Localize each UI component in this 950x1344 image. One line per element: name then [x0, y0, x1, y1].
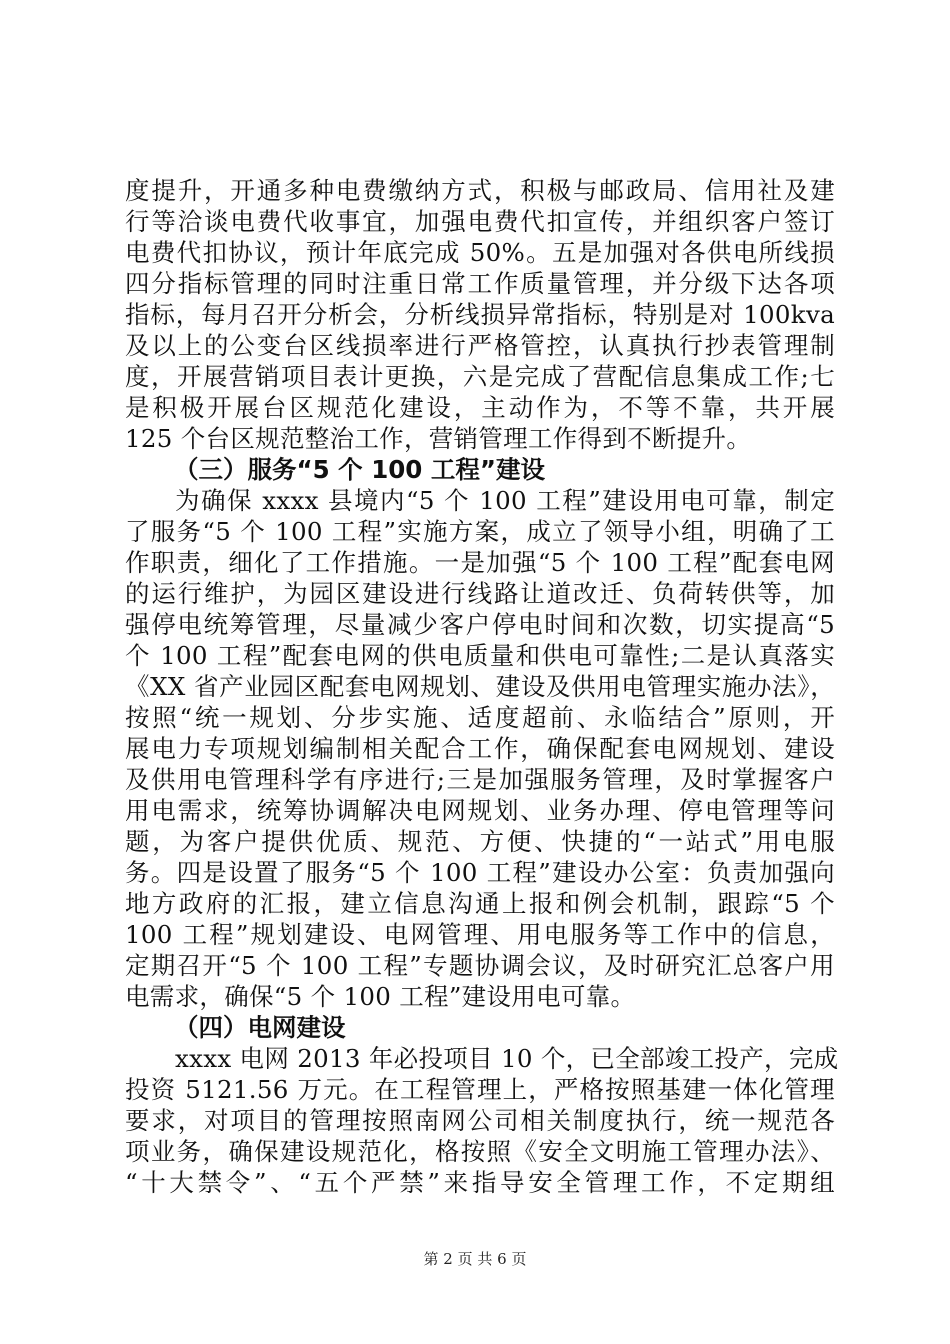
text-line: 项业务，确保建设规范化，格按照《安全文明施工管理办法》、	[125, 1137, 835, 1166]
text-line: 要求，对项目的管理按照南网公司相关制度执行，统一规范各	[125, 1106, 835, 1135]
text-line: 电费代扣协议，预计年底完成 50%。五是加强对各供电所线损	[125, 238, 835, 267]
paragraph-5x100-project	[125, 485, 835, 1012]
text-line: 是积极开展台区规范化建设，主动作为，不等不靠，共开展	[125, 393, 835, 422]
text-line: 指标，每月召开分析会，分析线损异常指标，特别是对 100kva	[125, 300, 835, 329]
text-line: 为确保 xxxx 县境内“5 个 100 工程”建设用电可靠，制定	[175, 486, 835, 515]
text-line: 题，为客户提供优质、规范、方便、快捷的“一站式”用电服	[125, 827, 835, 856]
text-line: 及供用电管理科学有序进行;三是加强服务管理，及时掌握客户	[125, 765, 835, 794]
page-number-footer: 第 2 页 共 6 页	[423, 1250, 527, 1268]
text-line: 电需求，确保“5 个 100 工程”建设用电可靠。	[125, 982, 636, 1011]
text-line: 行等洽谈电费代收事宜，加强电费代扣宣传，并组织客户签订	[125, 207, 835, 236]
text-line: 用电需求，统筹协调解决电网规划、业务办理、停电管理等问	[125, 796, 835, 825]
text-line: 度，开展营销项目表计更换，六是完成了营配信息集成工作;七	[125, 362, 835, 391]
text-line: 及以上的公变台区线损率进行严格管控，认真执行抄表管理制	[125, 331, 835, 360]
section-heading-4: （四）电网建设	[174, 1013, 346, 1042]
text-line: 《XX 省产业园区配套电网规划、建设及供用电管理实施办法》，	[125, 672, 835, 701]
document-body	[125, 175, 839, 1198]
text-line: 作职责，细化了工作措施。一是加强“5 个 100 工程”配套电网	[125, 548, 835, 577]
text-line: 定期召开“5 个 100 工程”专题协调会议，及时研究汇总客户用	[125, 951, 835, 980]
text-line: 度提升，开通多种电费缴纳方式，积极与邮政局、信用社及建	[125, 176, 835, 205]
text-line: 的运行维护，为园区建设进行线路让道改迁、负荷转供等，加	[125, 579, 835, 608]
paragraph-marketing	[125, 175, 835, 454]
text-line: “十大禁令”、“五个严禁”来指导安全管理工作，不定期组	[125, 1168, 835, 1197]
text-line: xxxx 电网 2013 年必投项目 10 个，已全部竣工投产，完成	[175, 1044, 839, 1073]
text-line: 务。四是设置了服务“5 个 100 工程”建设办公室：负责加强向	[125, 858, 835, 887]
section-heading-3: （三）服务“5 个 100 工程”建设	[174, 455, 545, 484]
text-line: 四分指标管理的同时注重日常工作质量管理，并分级下达各项	[125, 269, 835, 298]
text-line: 展电力专项规划编制相关配合工作，确保配套电网规划、建设	[125, 734, 835, 763]
text-line: 地方政府的汇报，建立信息沟通上报和例会机制，跟踪“5 个	[125, 889, 835, 918]
text-line: 强停电统筹管理，尽量减少客户停电时间和次数，切实提高“5	[125, 610, 835, 639]
text-line: 了服务“5 个 100 工程”实施方案，成立了领导小组，明确了工	[125, 517, 835, 546]
text-line: 个 100 工程”配套电网的供电质量和供电可靠性;二是认真落实	[125, 641, 835, 670]
text-line: 100 工程”规划建设、电网管理、用电服务等工作中的信息，	[125, 920, 835, 949]
text-line: 按照“统一规划、分步实施、适度超前、永临结合”原则，开	[125, 703, 835, 732]
text-line: 投资 5121.56 万元。在工程管理上，严格按照基建一体化管理	[125, 1075, 835, 1104]
text-line: 125 个台区规范整治工作，营销管理工作得到不断提升。	[125, 424, 752, 453]
paragraph-grid-construction	[125, 1043, 839, 1198]
